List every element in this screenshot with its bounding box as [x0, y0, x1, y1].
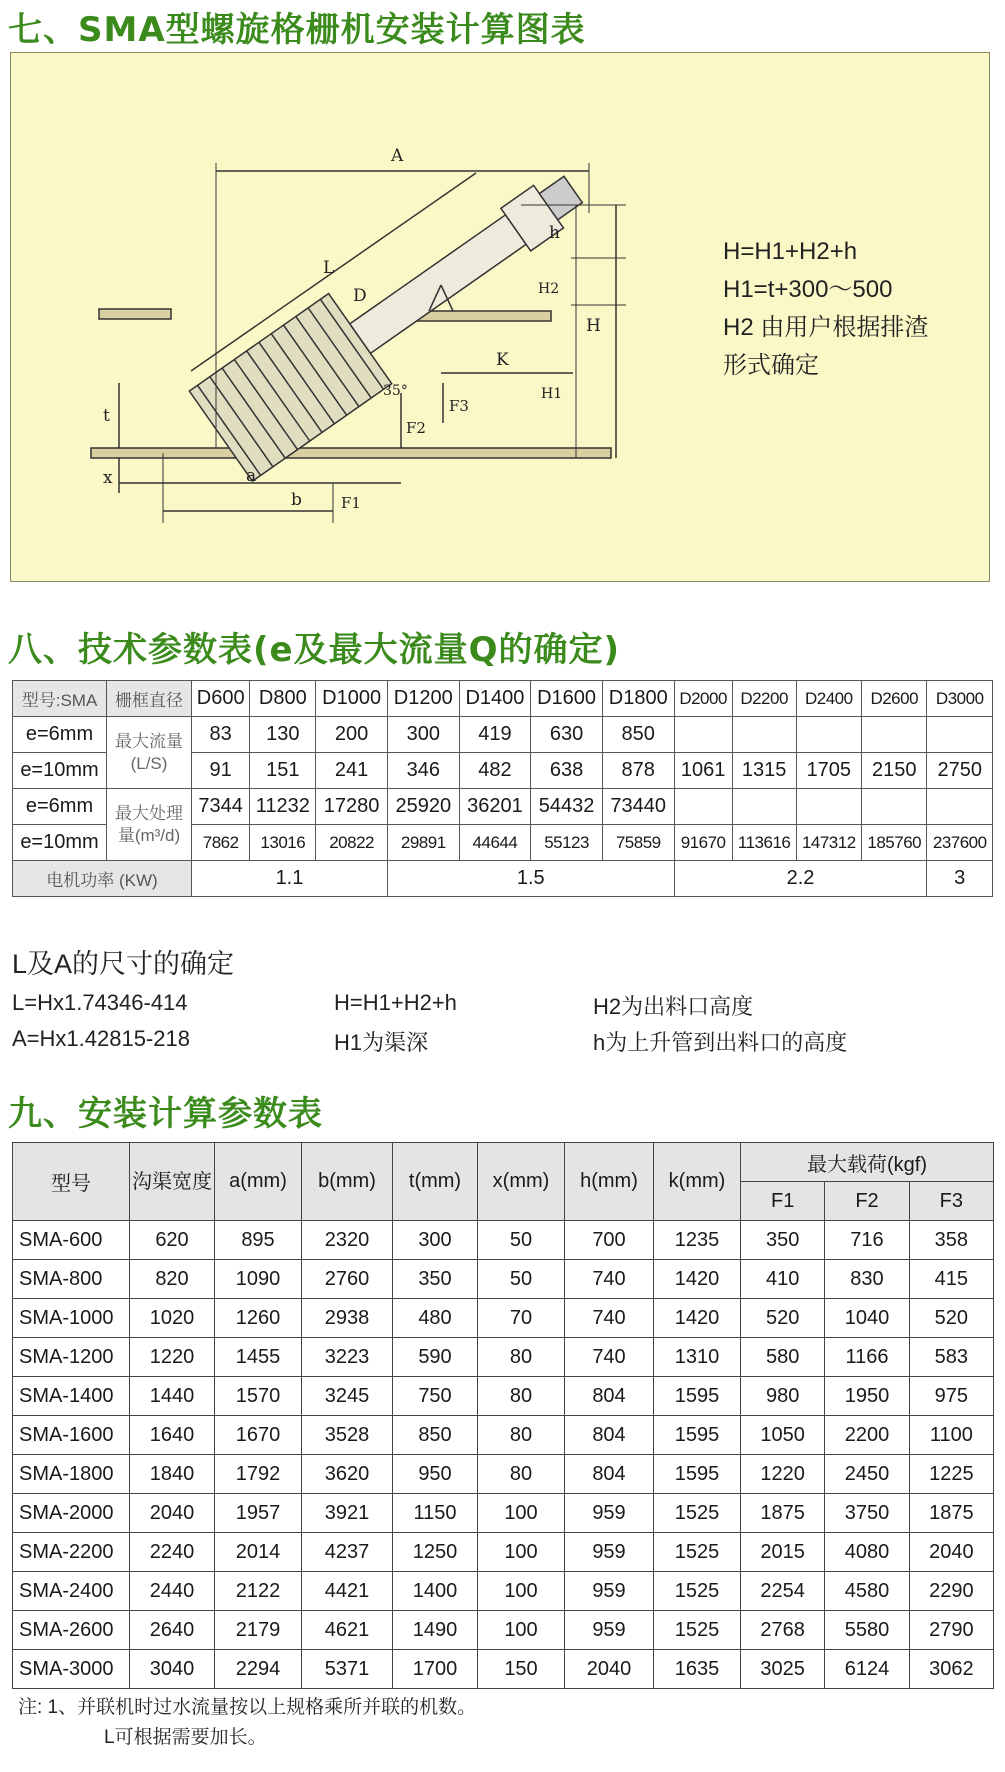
e-label: e=6mm [13, 717, 107, 753]
install-cell: 2640 [130, 1611, 215, 1650]
install-cell: 5580 [825, 1611, 909, 1650]
install-header-cell: x(mm) [478, 1143, 565, 1221]
install-cell: 4080 [825, 1533, 909, 1572]
formula-line-4: 形式确定 [723, 352, 819, 379]
label-H2: H2 [538, 281, 560, 297]
formula-line-1: H=H1+H2+h [723, 238, 858, 265]
install-param-table [12, 1142, 994, 1689]
install-cell: 975 [909, 1377, 993, 1416]
tech-cell: 73440 [602, 789, 674, 825]
tech-row [13, 717, 993, 753]
install-cell: 1220 [130, 1338, 215, 1377]
install-cell: 70 [478, 1299, 565, 1338]
tech-header-row [13, 681, 993, 717]
tech-cell: 36201 [459, 789, 531, 825]
install-row [13, 1416, 994, 1455]
install-cell: 1260 [215, 1299, 302, 1338]
power-row [13, 861, 993, 897]
la-formula-A: A=Hx1.42815-218 [12, 1026, 190, 1051]
tech-header-cell: D1400 [459, 681, 531, 717]
tech-cell: 75859 [602, 825, 674, 861]
tech-header-cell: D1000 [316, 681, 388, 717]
section9-title: 九、安装计算参数表 [8, 1094, 323, 1134]
install-cell: 100 [478, 1572, 565, 1611]
install-header-cell: F1 [741, 1182, 825, 1221]
label-H: H [586, 316, 601, 336]
install-row [13, 1455, 994, 1494]
install-header-cell: 沟渠宽度 [130, 1143, 215, 1221]
install-cell: 1225 [909, 1455, 993, 1494]
install-cell: 2015 [741, 1533, 825, 1572]
install-cell: 1570 [215, 1377, 302, 1416]
tech-header-cell: D2200 [732, 681, 796, 717]
tech-cell: 482 [459, 753, 531, 789]
install-cell: 480 [393, 1299, 478, 1338]
tech-cell: 638 [531, 753, 603, 789]
tech-header-cell: D2000 [674, 681, 732, 717]
install-cell: 820 [130, 1260, 215, 1299]
install-cell: 5371 [302, 1650, 393, 1689]
tech-header-cell: D1800 [602, 681, 674, 717]
tech-cell: 346 [387, 753, 459, 789]
install-row [13, 1377, 994, 1416]
tech-cell: 13016 [250, 825, 316, 861]
power-cell: 2.2 [674, 861, 927, 897]
install-cell: 959 [565, 1611, 654, 1650]
install-cell: 2294 [215, 1650, 302, 1689]
install-cell: 2014 [215, 1533, 302, 1572]
model-cell: SMA-1200 [13, 1338, 130, 1377]
install-row [13, 1572, 994, 1611]
install-header-cell: 型号 [13, 1143, 130, 1221]
formula-line-3: H2 由用户根据排渣 [723, 314, 929, 341]
install-cell: 1440 [130, 1377, 215, 1416]
install-row [13, 1260, 994, 1299]
install-row [13, 1299, 994, 1338]
install-cell: 1050 [741, 1416, 825, 1455]
install-cell: 520 [909, 1299, 993, 1338]
install-cell: 2938 [302, 1299, 393, 1338]
install-cell: 350 [741, 1221, 825, 1260]
install-cell: 1400 [393, 1572, 478, 1611]
formula-line-2: H1=t+300～500 [723, 276, 893, 303]
install-cell: 1525 [654, 1533, 741, 1572]
install-cell: 1490 [393, 1611, 478, 1650]
label-angle: 35° [383, 383, 408, 399]
install-cell: 3040 [130, 1650, 215, 1689]
install-row [13, 1221, 994, 1260]
install-cell: 850 [393, 1416, 478, 1455]
install-header-cell: F3 [909, 1182, 993, 1221]
install-cell: 950 [393, 1455, 478, 1494]
e-label: e=10mm [13, 753, 107, 789]
install-cell: 150 [478, 1650, 565, 1689]
install-row [13, 1338, 994, 1377]
install-cell: 2768 [741, 1611, 825, 1650]
install-row [13, 1611, 994, 1650]
la-note-h: h为上升管到出料口的高度 [593, 1030, 848, 1055]
install-cell: 1100 [909, 1416, 993, 1455]
tech-cell [732, 789, 796, 825]
tech-cell: 300 [387, 717, 459, 753]
label-D: D [353, 286, 367, 306]
flow-label: 最大流量(L/S) [107, 717, 192, 789]
label-x: x [103, 468, 113, 488]
tech-cell: 2750 [927, 753, 993, 789]
install-cell: 2179 [215, 1611, 302, 1650]
tech-header-cell: D800 [250, 681, 316, 717]
install-cell: 3528 [302, 1416, 393, 1455]
model-cell: SMA-800 [13, 1260, 130, 1299]
install-cell: 50 [478, 1221, 565, 1260]
install-cell: 959 [565, 1533, 654, 1572]
model-cell: SMA-2000 [13, 1494, 130, 1533]
install-cell: 3223 [302, 1338, 393, 1377]
model-cell: SMA-2600 [13, 1611, 130, 1650]
install-cell: 1640 [130, 1416, 215, 1455]
label-t: t [103, 406, 110, 426]
install-header-cell: k(mm) [654, 1143, 741, 1221]
install-body [13, 1221, 994, 1689]
tech-header-cell: D3000 [927, 681, 993, 717]
install-cell: 100 [478, 1533, 565, 1572]
install-cell: 1150 [393, 1494, 478, 1533]
label-H1: H1 [541, 386, 563, 402]
install-cell: 1875 [741, 1494, 825, 1533]
tech-cell: 25920 [387, 789, 459, 825]
tech-cell [796, 717, 861, 753]
tech-cell: 7862 [192, 825, 250, 861]
install-cell: 80 [478, 1377, 565, 1416]
install-cell: 4237 [302, 1533, 393, 1572]
tech-cell: 1705 [796, 753, 861, 789]
install-cell: 2290 [909, 1572, 993, 1611]
install-cell: 1166 [825, 1338, 909, 1377]
tech-row [13, 789, 993, 825]
install-cell: 4421 [302, 1572, 393, 1611]
install-cell: 415 [909, 1260, 993, 1299]
tech-cell: 29891 [387, 825, 459, 861]
install-cell: 3620 [302, 1455, 393, 1494]
tech-cell: 200 [316, 717, 388, 753]
label-F2: F2 [406, 419, 426, 437]
install-cell: 350 [393, 1260, 478, 1299]
tech-cell: 237600 [927, 825, 993, 861]
install-cell: 4580 [825, 1572, 909, 1611]
model-cell: SMA-600 [13, 1221, 130, 1260]
model-cell: SMA-1400 [13, 1377, 130, 1416]
la-note-H1: H1为渠深 [334, 1030, 429, 1055]
install-row [13, 1533, 994, 1572]
install-cell: 2040 [909, 1533, 993, 1572]
tech-cell [927, 717, 993, 753]
install-cell: 1455 [215, 1338, 302, 1377]
tech-cell: 630 [531, 717, 603, 753]
tech-cell [732, 717, 796, 753]
tech-header-cell: 型号:SMA [13, 681, 107, 717]
install-cell: 2440 [130, 1572, 215, 1611]
install-header-cell: t(mm) [393, 1143, 478, 1221]
tech-header-cell: D2400 [796, 681, 861, 717]
install-cell: 620 [130, 1221, 215, 1260]
tech-cell: 91 [192, 753, 250, 789]
tech-cell: 130 [250, 717, 316, 753]
install-cell: 3750 [825, 1494, 909, 1533]
install-cell: 410 [741, 1260, 825, 1299]
install-header-cell: F2 [825, 1182, 909, 1221]
install-cell: 2790 [909, 1611, 993, 1650]
install-cell: 716 [825, 1221, 909, 1260]
tech-cell: 419 [459, 717, 531, 753]
install-cell: 1220 [741, 1455, 825, 1494]
label-F1: F1 [341, 494, 361, 512]
label-L: L [323, 258, 335, 278]
install-cell: 804 [565, 1455, 654, 1494]
tech-cell: 185760 [862, 825, 927, 861]
install-cell: 2200 [825, 1416, 909, 1455]
install-cell: 1525 [654, 1494, 741, 1533]
tech-header-cell: D1200 [387, 681, 459, 717]
install-cell: 2760 [302, 1260, 393, 1299]
note-line-2: L可根据需要加长。 [104, 1727, 267, 1748]
right-platform [411, 311, 551, 321]
install-cell: 80 [478, 1455, 565, 1494]
la-formula-L: L=Hx1.74346-414 [12, 990, 188, 1015]
install-cell: 80 [478, 1416, 565, 1455]
install-cell: 1595 [654, 1455, 741, 1494]
install-cell: 1792 [215, 1455, 302, 1494]
install-cell: 2122 [215, 1572, 302, 1611]
model-cell: SMA-1800 [13, 1455, 130, 1494]
install-header-cell: a(mm) [215, 1143, 302, 1221]
install-cell: 3245 [302, 1377, 393, 1416]
install-cell: 1235 [654, 1221, 741, 1260]
install-cell: 1420 [654, 1260, 741, 1299]
tech-cell: 113616 [732, 825, 796, 861]
install-cell: 1875 [909, 1494, 993, 1533]
tech-cell: 147312 [796, 825, 861, 861]
install-row [13, 1494, 994, 1533]
tech-cell: 1315 [732, 753, 796, 789]
capacity-label: 最大处理量(m³/d) [107, 789, 192, 861]
model-cell: SMA-1600 [13, 1416, 130, 1455]
install-row [13, 1650, 994, 1689]
install-cell: 804 [565, 1416, 654, 1455]
channel-floor [91, 448, 611, 458]
power-cell: 1.1 [192, 861, 388, 897]
install-cell: 804 [565, 1377, 654, 1416]
install-cell: 895 [215, 1221, 302, 1260]
installation-diagram-panel [10, 52, 990, 582]
tech-header-cell: D1600 [531, 681, 603, 717]
tech-param-table [12, 680, 993, 897]
install-cell: 980 [741, 1377, 825, 1416]
install-cell: 2320 [302, 1221, 393, 1260]
label-b: b [291, 490, 302, 510]
install-cell: 2240 [130, 1533, 215, 1572]
tech-header-cell: D2600 [862, 681, 927, 717]
model-cell: SMA-2400 [13, 1572, 130, 1611]
install-cell: 6124 [825, 1650, 909, 1689]
install-header-row [13, 1143, 994, 1182]
note-line-1: 注: 1、并联机时过水流量按以上规格乘所并联的机数。 [18, 1697, 477, 1718]
tech-cell: 151 [250, 753, 316, 789]
power-cell: 1.5 [387, 861, 674, 897]
la-note-H2: H2为出料口高度 [593, 994, 754, 1019]
install-cell: 1595 [654, 1377, 741, 1416]
model-cell: SMA-2200 [13, 1533, 130, 1572]
tech-cell: 91670 [674, 825, 732, 861]
install-cell: 959 [565, 1572, 654, 1611]
install-cell: 1525 [654, 1611, 741, 1650]
model-cell: SMA-3000 [13, 1650, 130, 1689]
tech-cell [674, 789, 732, 825]
install-cell: 580 [741, 1338, 825, 1377]
tech-header-cell: 栅框直径 [107, 681, 192, 717]
install-header-cell: 最大载荷(kgf) [741, 1143, 994, 1182]
section8-title: 八、技术参数表(e及最大流量Q的确定) [8, 630, 621, 670]
tech-cell: 20822 [316, 825, 388, 861]
label-A: A [391, 146, 404, 166]
install-cell: 100 [478, 1611, 565, 1650]
install-cell: 1595 [654, 1416, 741, 1455]
install-cell: 1250 [393, 1533, 478, 1572]
install-cell: 1310 [654, 1338, 741, 1377]
install-cell: 4621 [302, 1611, 393, 1650]
tech-cell [796, 789, 861, 825]
install-cell: 2450 [825, 1455, 909, 1494]
tech-cell: 2150 [862, 753, 927, 789]
tech-cell: 83 [192, 717, 250, 753]
install-cell: 700 [565, 1221, 654, 1260]
la-title: L及A的尺寸的确定 [12, 949, 235, 979]
install-cell: 1525 [654, 1572, 741, 1611]
tech-cell: 241 [316, 753, 388, 789]
install-cell: 830 [825, 1260, 909, 1299]
install-cell: 1670 [215, 1416, 302, 1455]
tech-cell: 55123 [531, 825, 603, 861]
tech-cell: 17280 [316, 789, 388, 825]
install-cell: 1635 [654, 1650, 741, 1689]
install-cell: 2254 [741, 1572, 825, 1611]
left-bank [99, 309, 171, 319]
label-a: a [246, 466, 257, 486]
install-cell: 1020 [130, 1299, 215, 1338]
e-label: e=10mm [13, 825, 107, 861]
tech-header-cell: D600 [192, 681, 250, 717]
tech-cell: 11232 [250, 789, 316, 825]
install-cell: 2040 [565, 1650, 654, 1689]
install-cell: 100 [478, 1494, 565, 1533]
model-cell: SMA-1000 [13, 1299, 130, 1338]
section7-title: 七、SMA型螺旋格栅机安装计算图表 [8, 10, 586, 50]
install-cell: 1040 [825, 1299, 909, 1338]
tech-cell: 850 [602, 717, 674, 753]
install-cell: 740 [565, 1260, 654, 1299]
install-cell: 80 [478, 1338, 565, 1377]
install-cell: 1090 [215, 1260, 302, 1299]
power-cell: 3 [927, 861, 993, 897]
la-formula-H: H=H1+H2+h [334, 990, 457, 1015]
tech-cell: 1061 [674, 753, 732, 789]
label-F3: F3 [449, 397, 469, 415]
tech-cell: 54432 [531, 789, 603, 825]
install-cell: 750 [393, 1377, 478, 1416]
power-label: 电机功率 (KW) [13, 861, 192, 897]
install-header-cell: b(mm) [302, 1143, 393, 1221]
formula-box [723, 233, 928, 385]
install-cell: 959 [565, 1494, 654, 1533]
tech-cell: 878 [602, 753, 674, 789]
tech-cell: 7344 [192, 789, 250, 825]
install-cell: 358 [909, 1221, 993, 1260]
label-K: K [496, 350, 509, 370]
install-cell: 3921 [302, 1494, 393, 1533]
tech-cell [674, 717, 732, 753]
install-cell: 3062 [909, 1650, 993, 1689]
tech-cell [862, 789, 927, 825]
install-cell: 1420 [654, 1299, 741, 1338]
install-header-cell: h(mm) [565, 1143, 654, 1221]
install-cell: 740 [565, 1338, 654, 1377]
e-label: e=6mm [13, 789, 107, 825]
install-cell: 1840 [130, 1455, 215, 1494]
install-cell: 2040 [130, 1494, 215, 1533]
install-cell: 1957 [215, 1494, 302, 1533]
tech-cell [927, 789, 993, 825]
install-cell: 520 [741, 1299, 825, 1338]
install-cell: 590 [393, 1338, 478, 1377]
install-cell: 1950 [825, 1377, 909, 1416]
install-cell: 3025 [741, 1650, 825, 1689]
install-cell: 300 [393, 1221, 478, 1260]
install-cell: 1700 [393, 1650, 478, 1689]
install-cell: 740 [565, 1299, 654, 1338]
install-cell: 583 [909, 1338, 993, 1377]
tech-cell: 44644 [459, 825, 531, 861]
install-cell: 50 [478, 1260, 565, 1299]
tech-cell [862, 717, 927, 753]
label-h: h [549, 223, 560, 243]
